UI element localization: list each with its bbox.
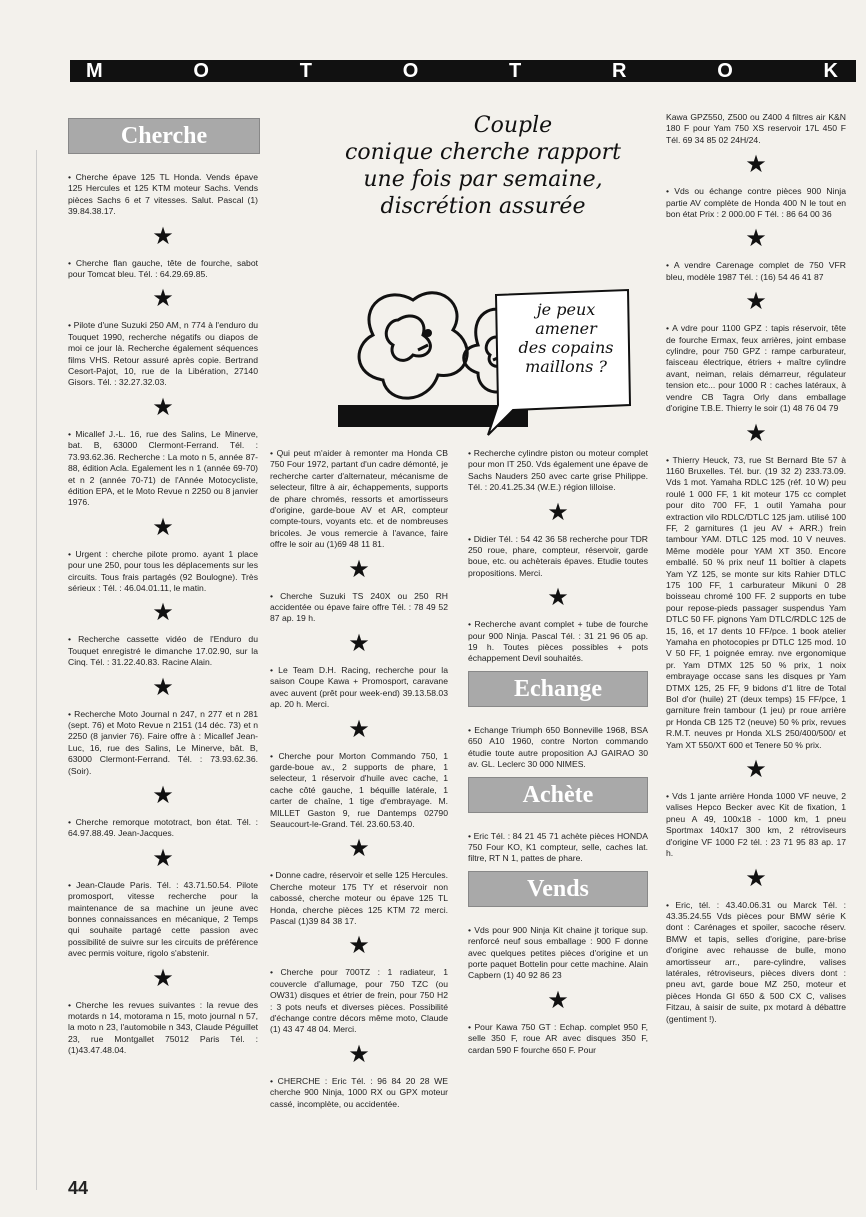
caption-line: conique cherche rapport bbox=[345, 140, 621, 165]
classified-ad: • Micallef J.-L. 16, rue des Salins, Le Minerve, bat. B, 63000 Clermont-Ferrand. Tél. : 73.93.62.36. Recherche : La moto n 5, année 87-88, édition Acla. Egalement les n 1 (année 69-70) et n 2 (année 70-71) de l'Année Motocycliste, édition EPA, et le Moto Revue n 2250 ou 8 janvier 1976. bbox=[68, 428, 258, 508]
star-separator-icon: ★ bbox=[745, 151, 767, 179]
star-separator-icon: ★ bbox=[152, 599, 174, 627]
classified-ad: • Cherche Suzuki TS 240X ou 250 RH accidentée ou épave faire offre Tél. : 78 49 52 87 ap. 19 h. bbox=[270, 590, 448, 624]
caption-line: une fois par semaine, bbox=[363, 167, 603, 192]
star-separator-icon: ★ bbox=[152, 844, 174, 872]
star-separator-icon: ★ bbox=[348, 835, 370, 863]
caption-line: discrétion assurée bbox=[380, 194, 586, 219]
classified-ad: • Vds pour 900 Ninja Kit chaine jt torique sup. renforcé neuf sous emballage : 900 F donne avec quelques petites pièces d'origine et un porte paquet Bottelin pour cette machine. Alain Capbern (1) 40 92 86 23 bbox=[468, 924, 648, 981]
banner-letter: O bbox=[193, 59, 211, 82]
classified-ad: • Recherche avant complet + tube de fourche pour 900 Ninja. Pascal Tél. : 31 21 96 05 ap. 19 h. Toutes pièces possibles + pots échappement Devil souhaités. bbox=[468, 619, 648, 664]
classified-ad: • Jean-Claude Paris. Tél. : 43.71.50.54. Pilote promosport, vitesse recherche pour la maintenance de sa machine un jeune avec bonnes connaissances en mécanique, 2 Temps qui souhaite partagé cette passion avec possibilité de suivre sur les circuits de préférence avec permis voiture, rigolo s'abstenir. bbox=[68, 879, 258, 959]
star-separator-icon: ★ bbox=[348, 629, 370, 657]
classified-ad: • Eric Tél. : 84 21 45 71 achète pièces HONDA 750 Four KO, K1 compteur, selle, caches lat. filtre, RT N 1, pattes de phare. bbox=[468, 830, 648, 864]
classified-list bbox=[468, 925, 648, 1056]
star-separator-icon: ★ bbox=[547, 986, 569, 1014]
banner-letter: R bbox=[611, 59, 629, 82]
star-separator-icon: ★ bbox=[348, 555, 370, 583]
page-number: 44 bbox=[68, 1178, 89, 1198]
star-separator-icon: ★ bbox=[152, 964, 174, 992]
banner-letter: M bbox=[86, 59, 105, 82]
classified-ad: • Cherche remorque mototract, bon état. Tél. : 64.97.88.49. Jean-Jacques. bbox=[68, 817, 258, 839]
classified-ad: • Thierry Heuck, 73, rue St Bernard Bte 57 à 1160 Bruxelles. Tél. bur. (19 32 2) 233.73.09. Vds 1 mot. Yamaha RDLC 125 (réf. 10 W) peu roulé 1 000 FF, 1 kit moteur 175 cc complet pour dito 700 FF, 1 outil Yamaha pour extraction vilo RDLC/DTLC 125 jam. utilisé 100 FF, 2 garnitures (1 jeu AV + ARR.) frein tambour YAM. DTLC 125 mod. 10 V neuves. Même modèle pour YAM XT 350. Encore emballé. 50 % prix neuf 11 boîtier à clapets Yam YZ 125, se monte sur kits Rahier DTLC 175 100 FF, 1 carburateur Mikuni 0 28 boisseau chromé 100 FF. 2 supports en tube pour repose-pieds passager suspendus Yam DTLC 50 FF. pignons Yam DTLC/RDLC 125 de 15, 16, et 17 dents 10 FF/pce. 1 book atelier Yamaha en photocopies pr DTLC 125 mod. 10 V 50 FF, 1 poignée emray. nve ergonomique pr. Yam DTMX 125 50 % prix, 1 noix embrayage occase sans les disques pr Yam DTMX 125, 25 FF, 9 bidons d'1 litre de Total Bol d'or (huile) 2T (deux temps) 15 FF/pce, 1 garniture frein tambour (1 jeu) pr roue arrière pr Honda CB 125 T2 (neuve) 50 % prix, revues R.M.T. neuves pr Honda XLS 250/400/500/ et Yam XT 550/XT 600 et Tenere 50 % prix. bbox=[666, 454, 846, 750]
star-separator-icon: ★ bbox=[152, 393, 174, 421]
star-separator-icon: ★ bbox=[745, 225, 767, 253]
section-header-echange: Echange bbox=[468, 671, 648, 707]
classified-ad: • Vds ou échange contre pièces 900 Ninja partie AV complète de Honda 400 N le tout en bon état Prix : 2 000.00 F Tél. : 86 64 00 36 bbox=[666, 186, 846, 220]
classified-list bbox=[270, 448, 448, 1110]
banner-letter: O bbox=[717, 59, 735, 82]
classified-list bbox=[468, 448, 648, 665]
column-2 bbox=[270, 448, 448, 1114]
classified-ad: • Qui peut m'aider à remonter ma Honda CB 750 Four 1972, partant d'un cadre démonté, je recherche carter d'alternateur, mécanisme de selecteur, filtre à air, échappements, supports de phare chromés, ressorts et amortisseurs d'origine, garde-boue AV et AR, compteur compte-tours, voyants etc. et de nombreuses bricoles. Je vous remercie à l'avance, faire offre le soir au (1)69 48 11 81. bbox=[270, 448, 448, 550]
star-separator-icon: ★ bbox=[547, 584, 569, 612]
classified-ad: • Recherche cassette vidéo de l'Enduro du Touquet enregistré le dimanche 17.02.90, sur la Cinq. Tél. : 31.22.40.83. Racine Alain. bbox=[68, 634, 258, 668]
bubble-line: des copains bbox=[518, 338, 614, 357]
column-1 bbox=[68, 112, 258, 1061]
section-header-achete: Achète bbox=[468, 777, 648, 813]
classified-list bbox=[468, 831, 648, 865]
classified-list bbox=[666, 112, 846, 1025]
cartoon-caption bbox=[338, 112, 628, 220]
section-header-cherche: Cherche bbox=[68, 118, 260, 154]
banner-letter: T bbox=[509, 59, 524, 82]
classified-ad: • A vendre Carenage complet de 750 VFR bleu, modèle 1987 Tél. : (16) 54 46 41 87 bbox=[666, 260, 846, 282]
classified-ad: • Recherche Moto Journal n 247, n 277 et n 281 (sept. 76) et Moto Revue n 2151 (14 déc. 73) et n 2250 (8 janvier 76). Faire offre à : Micallef Jean-Luc, 16, rue des Salins, Le Minerve, bât. B, 63000 Clermont-Ferrand. Tél. : 73.93.62.36. (Soir). bbox=[68, 708, 258, 776]
classified-ad: • Pilote d'une Suzuki 250 AM, n 774 à l'enduro du Touquet 1990, recherche négatifs ou diapos de moi ce jour là. Recherche également séquences films VHS. Retour assuré après copie. Bertrand Cesort-Pajot, 10, rue de la Libération, 27140 Gisors. Tél. : 32.27.32.03. bbox=[68, 320, 258, 388]
classified-ad: • A vdre pour 1100 GPZ : tapis réservoir, tête de fourche Ermax, feux arrières, joint embase cylindre, pour 750 GPZ : rampe carburateur, faisceau électrique, étriers + maître cylindre avant, neiman, relais démarreur, régulateur tension etc... pour 1000 R : caches latéraux, à vendre CB Tagra Orly dans emballage d'origine T.B.E. Thierry le soir (1) 48 76 04 79 bbox=[666, 323, 846, 414]
classified-ad: • Le Team D.H. Racing, recherche pour la saison Coupe Kawa + Promosport, caravane avec auvent (prêt pour week-end) 39.13.58.03 ap. 20 h. Merci. bbox=[270, 664, 448, 710]
classified-ad: • CHERCHE : Eric Tél. : 96 84 20 28 WE cherche 900 Ninja, 1000 RX ou GPX moteur cassé, incomplète, ou accidentée. bbox=[270, 1075, 448, 1109]
star-separator-icon: ★ bbox=[745, 419, 767, 447]
classified-ad: Kawa GPZ550, Z500 ou Z400 4 filtres air K&N 180 F pour Yam 750 XS reservoir 17L 450 F Tél. 69 34 85 02 24H/24. bbox=[666, 112, 846, 145]
banner-letter: O bbox=[402, 59, 421, 82]
classified-ad: • Cherche épave 125 TL Honda. Vends épave 125 Hercules et 125 KTM moteur Sachs. Vends pièces Sachs 6 et 7 vitesses. Salut. Pascal (1) 39.84.38.17. bbox=[68, 172, 258, 217]
star-separator-icon: ★ bbox=[745, 288, 767, 316]
page-margin-line bbox=[36, 150, 37, 1190]
star-separator-icon: ★ bbox=[152, 222, 174, 250]
bubble-line: je peux bbox=[536, 300, 596, 319]
magazine-banner bbox=[70, 60, 856, 82]
classified-list bbox=[468, 725, 648, 771]
banner-letter: K bbox=[823, 59, 840, 82]
speech-bubble-text bbox=[505, 300, 627, 376]
star-separator-icon: ★ bbox=[348, 1040, 370, 1068]
bubble-line: maillons ? bbox=[525, 357, 607, 376]
star-separator-icon: ★ bbox=[152, 285, 174, 313]
classified-list bbox=[68, 172, 258, 1057]
star-separator-icon: ★ bbox=[152, 673, 174, 701]
caption-line: Couple bbox=[473, 113, 553, 138]
star-separator-icon: ★ bbox=[547, 498, 569, 526]
star-separator-icon: ★ bbox=[348, 715, 370, 743]
classified-ad: • Donne cadre, réservoir et selle 125 Hercules. Cherche moteur 175 TY et réservoir non cabossé, cherche moteur ou épave 125 TL Honda, cherche pièces 125 KTM 72 merci. Pascal (1)39 84 38 17. bbox=[270, 870, 448, 926]
classified-ad: • Vds 1 jante arrière Honda 1000 VF neuve, 2 valises Hepco Becker avec Kit de fixation, 1 pneu A 49, 100x18 - 1000 km, 1 pneu Sportmax 140x17 300 km, 2 rétroviseurs d'origine VF 1000 F2 tél. : 23 71 95 83 ap. 17 h. bbox=[666, 791, 846, 859]
section-header-vends: Vends bbox=[468, 871, 648, 907]
column-4 bbox=[666, 112, 846, 1029]
classified-ad: • Pour Kawa 750 GT : Echap. complet 950 F, selle 350 F, roue AR avec disques 350 F, cardan 590 F fourche 650 F. Pour bbox=[468, 1021, 648, 1055]
classified-ad: • Cherche les revues suivantes : la revue des motards n 14, motorama n 15, moto journal n 57, la moto n 23, l'automobile n 343, Claude Péguillet 23, rue Montgallet 75012 Paris Tél. : (1)43.47.48.04. bbox=[68, 999, 258, 1056]
classified-ad: • Eric, tél. : 43.40.06.31 ou Marck Tél. : 43.35.24.55 Vds pièces pour BMW série K dont : Carénages et spoiler, sacoche réserv. BMW et tapis, selles d'origine, pare-brise d'origine avec rehausse de bulle, mono amortisseur arr., pare-cylindre, valises latérales, rétroviseurs, pièces divers dont : pneu avt, garde boue MZ 250, moteur et pièces Honda Gl 650 & 500 CX C, valises Fitzau, à saisir de suite, px motard à débattre (gentiment !). bbox=[666, 899, 846, 1024]
star-separator-icon: ★ bbox=[348, 932, 370, 960]
star-separator-icon: ★ bbox=[745, 756, 767, 784]
star-separator-icon: ★ bbox=[152, 782, 174, 809]
classified-ad: • Echange Triumph 650 Bonneville 1968, BSA 650 A10 1960, contre Norton commando étudie toute autre proposition AJ GAIRAO 30 av. GL. Leclerc 30 000 NIMES. bbox=[468, 724, 648, 770]
bubble-line: amener bbox=[535, 319, 597, 338]
classified-ad: • Cherche pour Morton Commando 750, 1 garde-boue av., 2 supports de phare, 1 selecteur, 1 réservoir d'huile avec cache, 1 cache côté gauche, 1 béquille latérale, 1 carter de chaîne, 1 tige d'embrayage. M. MILLET Gaston 9, rue Dantemps 02790 Seaucourt-le-Grand. Tél. 23.60.53.40. bbox=[270, 750, 448, 829]
classified-ad: • Cherche pour 700TZ : 1 radiateur, 1 couvercle d'allumage, pour 750 TZC (ou OW31) disques et étrier de frein, pour 750 H2 : 3 pots neufs et diverses pièces. Possibilité d'échange contre décors même moto, Claude (1) 43 47 48 04. Merci. bbox=[270, 967, 448, 1035]
classified-ad: • Cherche flan gauche, tête de fourche, sabot pour Tomcat bleu. Tél. : 64.29.69.85. bbox=[68, 257, 258, 280]
classified-ad: • Didier Tél. : 54 42 36 58 recherche pour TDR 250 roue, phare, compteur, réservoir, garde boue, etc. ou achèterais épaves. Etudie toutes propositions. Merci. bbox=[468, 533, 648, 578]
star-separator-icon: ★ bbox=[745, 864, 767, 892]
star-separator-icon: ★ bbox=[152, 513, 174, 541]
column-3 bbox=[468, 448, 648, 1060]
classified-ad: • Recherche cylindre piston ou moteur complet pour mon IT 250. Vds également une épave de Sachs Nauders 250 avec carte grise Philippe. Tél. : 20.41.25.34 (W.E.) région lilloise. bbox=[468, 448, 648, 493]
classified-ad: • Urgent : cherche pilote promo. ayant 1 place pour une 250, pour tous les déplacements sur les circuits. Tous frais partagés (92 Boulogne). Très sérieux : Tél. : 46.04.01.11, le matin. bbox=[68, 548, 258, 593]
banner-letter: T bbox=[299, 59, 314, 82]
